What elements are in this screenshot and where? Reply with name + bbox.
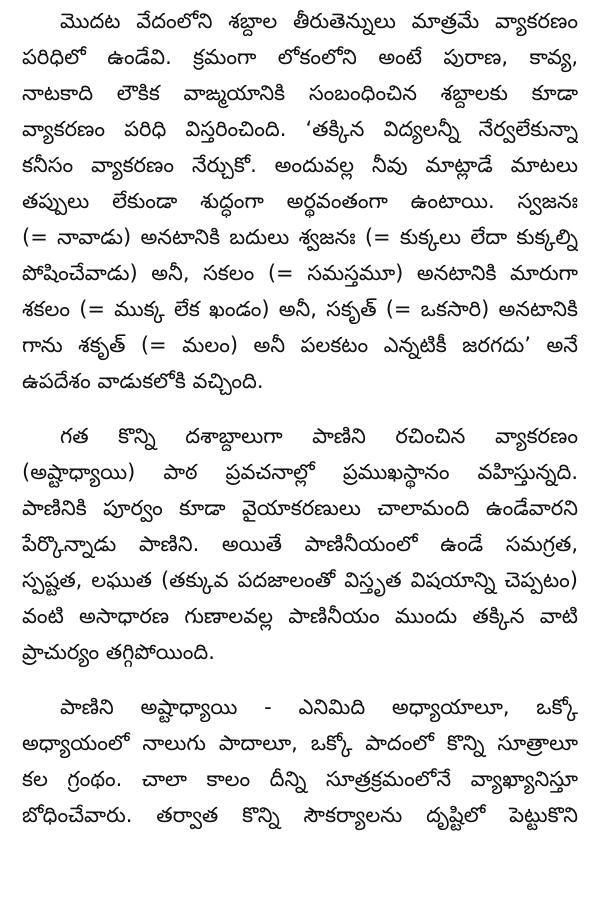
text-line: పరిధిలో ఉండేవి. క్రమంగా లోకంలోని అంటే పురాణ, కావ్య, — [22, 45, 578, 69]
text-line: పోషించేవాడు) అనీ, సకలం (= సమస్తమూ) అనటానికి మారుగా — [22, 261, 578, 285]
text-line: కల గ్రంథం. చాలా కాలం దీన్ని సూత్రక్రమంలోనే వ్యాఖ్యానిస్తూ — [22, 767, 578, 791]
text-line: నాటకాది లౌకిక వాఙ్మయానికి సంబంధించిన శబ్దాలకు కూడా — [22, 81, 578, 105]
text-line: బోధించేవారు. తర్వాత కొన్ని సౌకర్యాలను దృష్టిలో పెట్టుకొని — [22, 803, 578, 827]
text-line: అధ్యాయంలో నాలుగు పాదాలూ, ఒక్కో పాదంలో కొన్ని సూత్రాలూ — [22, 731, 578, 755]
text-line: తప్పులు లేకుండా శుద్ధంగా అర్థవంతంగా ఉంటాయి. స్వజనః — [22, 189, 578, 213]
text-line: పేర్కొన్నాడు పాణిని. అయితే పాణినీయంలో ఉండే సమగ్రత, — [22, 532, 578, 556]
paragraph-2 — [22, 418, 578, 670]
text-line: శకలం (= ముక్క లేక ఖండం) అనీ, సకృత్ (= ఒకసారి) అనటానికి — [22, 297, 578, 321]
paragraph-3 — [22, 689, 578, 833]
text-line: (= నావాడు) అనటానికి బదులు శ్వజనః (= కుక్కలు లేదా కుక్కల్ని — [22, 225, 578, 249]
text-line: ఉపదేశం వాడుకలోకి వచ్చింది. — [22, 369, 264, 393]
text-line: పాణినికి పూర్వం కూడా వైయాకరణులు చాలామంది ఉండేవారని — [22, 496, 578, 520]
paragraph-spacer — [22, 670, 578, 689]
text-line: గాను శకృత్ (= మలం) అనీ పలకటం ఎన్నటికీ జరగదు’ అనే — [22, 333, 578, 357]
text-line: గత కొన్ని దశాబ్దాలుగా పాణిని రచించిన వ్యాకరణం — [60, 424, 578, 448]
text-line: వంటి అసాధారణ గుణాలవల్ల పాణినీయం ముందు తక్కిన వాటి — [22, 604, 578, 628]
text-line: కనీసం వ్యాకరణం నేర్చుకో. అందువల్ల నీవు మాట్లాడే మాటలు — [22, 153, 578, 177]
text-line: ప్రాచుర్యం తగ్గిపోయింది. — [22, 640, 215, 664]
text-line: స్పష్టత, లఘుత (తక్కువ పదజాలంతో విస్తృత విషయాన్ని చెప్పటం) — [22, 568, 578, 592]
paragraph-1 — [22, 3, 578, 399]
text-line: మొదట వేదంలోని శబ్దాల తీరుతెన్నులు మాత్రమే వ్యాకరణం — [60, 9, 578, 33]
text-line: వ్యాకరణం పరిధి విస్తరించింది. ‘తక్కిన విద్యలన్నీ నేర్వలేకున్నా — [22, 117, 578, 141]
text-line: పాణిని అష్టాధ్యాయి - ఎనిమిది అధ్యాయాలూ, ఒక్కో — [60, 695, 578, 719]
paragraph-spacer — [22, 399, 578, 418]
text-line: (అష్టాధ్యాయి) పాఠ ప్రవచనాల్లో ప్రముఖస్థానం వహిస్తున్నది. — [22, 460, 578, 484]
